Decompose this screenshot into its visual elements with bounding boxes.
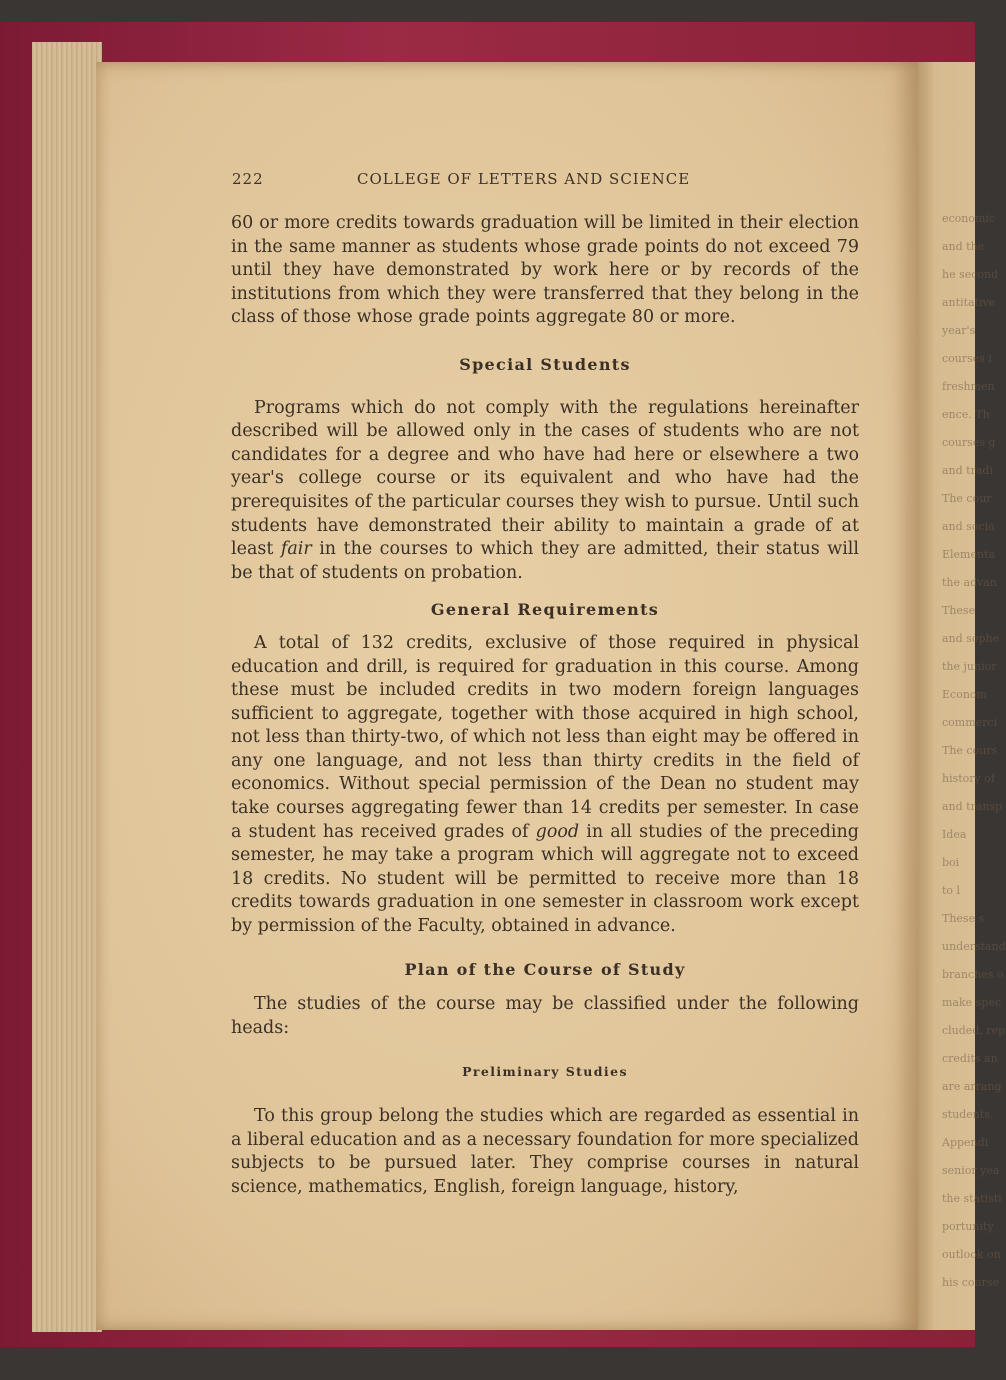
facing-page-fragment: outlook on	[942, 1248, 1001, 1261]
facing-page-fragment: freshmen	[942, 380, 995, 393]
facing-page-fragment: he second	[942, 268, 999, 281]
facing-page-fragment: the junior	[942, 660, 997, 673]
heading-general-requirements: General Requirements	[430, 600, 660, 620]
preliminary-studies-paragraph: To this group belong the studies which are regarded as essential in a liberal education and as a necessary foundation for more specialized subjects to be pursued later. They comprise courses in natural science, mathematics, English, foreign language, history,	[231, 1106, 859, 1197]
facing-page-fragment: ence. Th	[942, 408, 990, 421]
facing-page-fragment: Appendi	[942, 1136, 989, 1149]
heading-plan-of-study: Plan of the Course of Study	[404, 959, 686, 979]
facing-page-fragment: The cour	[942, 492, 992, 505]
facing-page-fragment: These s	[942, 912, 985, 925]
facing-page-fragment: Econom	[942, 688, 987, 701]
facing-page-fragment: and socia	[942, 520, 995, 533]
facing-page-fragment: and the	[942, 240, 985, 253]
plan-of-study-paragraph: The studies of the course may be classified under the following heads:	[231, 994, 859, 1038]
facing-page-fragment: year's	[942, 324, 976, 337]
facing-page-fragment: branches o	[942, 968, 1004, 981]
special-students-paragraph: Programs which do not comply with the regulations hereinafter described will be allowed only in the cases of students who are not candidates for a degree and who have had here or elsewhere a two year's college course or its equivalent and who have had the prerequisites of the particular courses they wish to pursue. Until such students have demonstrated their ability to maintain a grade of at least fair in the courses to which they are admitted, their status will be that of students on probation.	[231, 397, 859, 583]
running-title: COLLEGE OF LETTERS AND SCIENCE	[357, 170, 691, 188]
running-header	[232, 170, 858, 192]
facing-page-fragment: commerci	[942, 716, 998, 729]
facing-page-fragment: and transp	[942, 800, 1003, 813]
facing-page-fragment: antitative	[942, 296, 996, 309]
facing-page-fragment: boi	[942, 856, 960, 869]
facing-page-fragment: to l	[942, 884, 961, 897]
facing-page-fragment: are arrang	[942, 1080, 1002, 1093]
facing-page-fragment: and sophe	[942, 632, 1000, 645]
facing-page-fragment: the advan	[942, 576, 997, 589]
page-edges	[32, 42, 102, 1332]
facing-page-fragment: the statisti	[942, 1192, 1002, 1205]
facing-page-fragment: credits an	[942, 1052, 998, 1065]
facing-page-fragment: and tradi	[942, 464, 993, 477]
general-requirements-paragraph: A total of 132 credits, exclusive of those required in physical education and drill, is required for graduation in this course. Among these must be included credits in two modern foreign languages sufficient to aggregate, together with those acquired in high school, not less than thirty-two, of which not less than eight may be offered in any one language, and not less than thirty credits in the field of economics. Without special permission of the Dean no student may take courses aggregating fewer than 14 credits per semester. In case a student has received grades of good in all studies of the preceding semester, he may take a program which will aggregate not to exceed 18 credits. No student will be permitted to receive more than 18 credits towards graduation in one semester in classroom work except by permission of the Faculty, obtained in advance.	[231, 632, 859, 937]
facing-page-fragment: senior yea	[942, 1164, 1000, 1177]
facing-page-fragment: Idea	[942, 828, 967, 841]
facing-page-fragment: These	[942, 604, 976, 617]
intro-paragraph: 60 or more credits towards graduation will be limited in their election in the same manner as students whose grade points do not exceed 79 until they have demonstrated by work here or by records of the institutions from which they were transferred that they belong in the class of those whose grade points aggregate 80 or more.	[231, 213, 859, 328]
facing-page-fragment: his course	[942, 1276, 1000, 1289]
facing-page-fragment: portunity	[942, 1220, 994, 1233]
page-body	[231, 212, 859, 1199]
heading-preliminary-studies: Preliminary Studies	[462, 1064, 628, 1080]
emphasis-good: good	[535, 821, 580, 842]
facing-page-fragment: The cours	[942, 744, 998, 757]
facing-page-fragment: make spec	[942, 996, 1002, 1009]
facing-page-fragment: history of	[942, 772, 995, 785]
facing-page-edge	[918, 62, 1006, 1330]
facing-page-fragment: economic	[942, 212, 996, 225]
page-number: 222	[232, 170, 264, 188]
heading-special-students: Special Students	[459, 354, 631, 374]
emphasis-fair: fair	[280, 539, 312, 560]
facing-page-fragment: understand	[942, 940, 1006, 953]
facing-page-fragment: students.	[942, 1108, 994, 1121]
facing-page-fragment: cluded, rep	[942, 1024, 1006, 1037]
facing-page-fragment: Elementa	[942, 548, 996, 561]
facing-page-fragment: courses g	[942, 436, 996, 449]
facing-page-fragment: courses i	[942, 352, 992, 365]
